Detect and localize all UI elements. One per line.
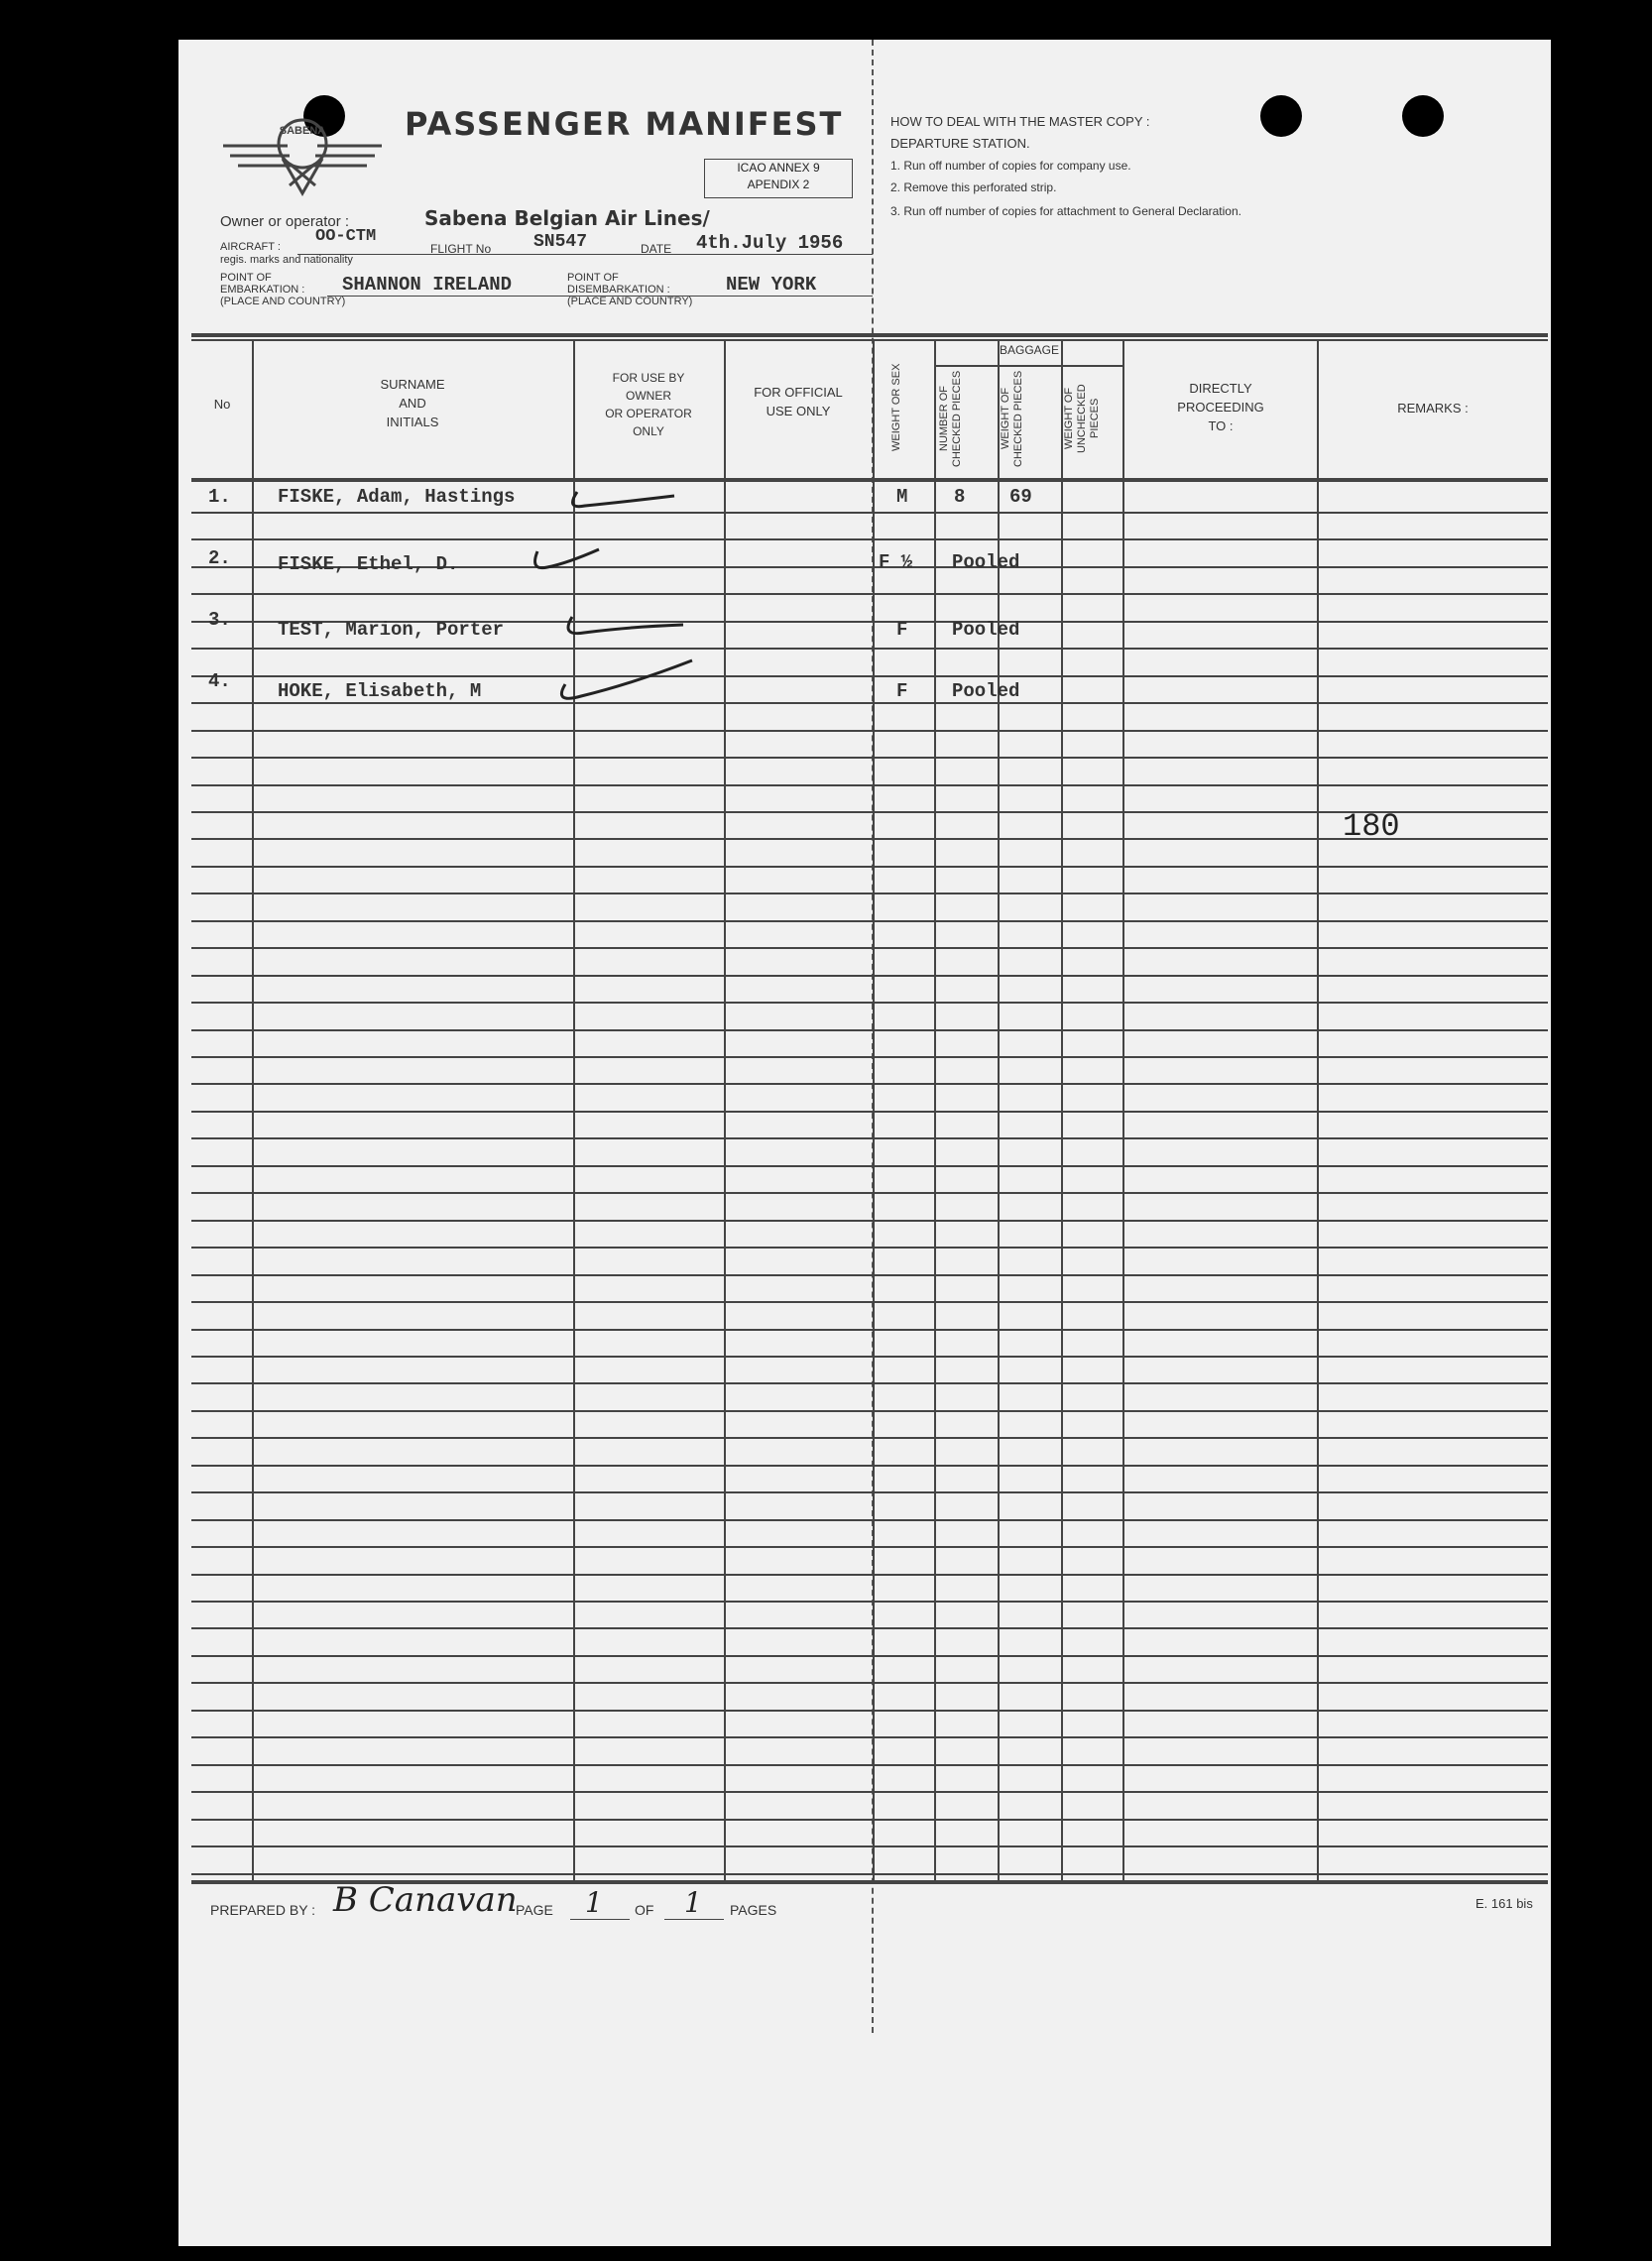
passenger-no: 1. <box>208 486 231 508</box>
flight-label: FLIGHT No <box>430 242 492 256</box>
page-underline <box>570 1919 630 1920</box>
grid-line <box>191 1274 1548 1276</box>
instruction-step-1: 1. Run off number of copies for company use. <box>890 159 1131 173</box>
pages-label: PAGES <box>730 1902 777 1918</box>
grid-line <box>191 1491 1548 1493</box>
col-baggage-header: BAGGAGE <box>999 343 1060 357</box>
of-label: OF <box>635 1902 654 1918</box>
grid-line <box>191 1710 1548 1712</box>
grid-line <box>191 1519 1548 1521</box>
col-surname-header: SURNAME AND INITIALS <box>380 377 445 429</box>
logo-text: SABENA <box>279 125 326 137</box>
passenger-sex: M <box>896 486 908 508</box>
col-weight-checked-header: WEIGHT OF CHECKED PIECES <box>1000 370 1024 467</box>
grid-line <box>191 1873 1548 1875</box>
embark-value: SHANNON IRELAND <box>342 274 513 296</box>
col-official-use-header: FOR OFFICIAL USE ONLY <box>754 385 843 418</box>
grid-line <box>191 1627 1548 1629</box>
col-no-header: No <box>213 397 231 412</box>
passenger-no: 3. <box>208 609 231 631</box>
passenger-bag-weight: Pooled <box>952 619 1020 641</box>
aircraft-underline <box>297 254 873 255</box>
remarks-note: 180 <box>1343 808 1400 845</box>
passenger-bag-weight: Pooled <box>952 680 1020 702</box>
grid-line <box>191 675 1548 677</box>
col-proceeding-header: DIRECTLY PROCEEDING TO : <box>1177 381 1264 433</box>
grid-line <box>191 947 1548 949</box>
grid-line <box>191 1764 1548 1766</box>
grid-line <box>191 333 1548 337</box>
passenger-name: TEST, Marion, Porter <box>278 619 505 641</box>
punch-hole <box>1402 95 1444 137</box>
grid-line <box>191 1002 1548 1004</box>
grid-line <box>191 1329 1548 1331</box>
passenger-no: 4. <box>208 670 231 692</box>
passenger-pieces: 8 <box>954 486 966 508</box>
grid-line <box>191 1791 1548 1793</box>
embark-label-3: (PLACE AND COUNTRY) <box>220 296 346 307</box>
grid-line <box>191 1137 1548 1139</box>
grid-line <box>191 1655 1548 1657</box>
col-owner-use-header: FOR USE BY OWNER OR OPERATOR ONLY <box>605 371 692 438</box>
grid-line <box>191 1601 1548 1603</box>
grid-line <box>191 920 1548 922</box>
annex-line-2: APENDIX 2 <box>747 178 810 191</box>
date-value: 4th.July 1956 <box>696 232 844 254</box>
column-divider <box>934 339 936 1880</box>
of-underline <box>664 1919 724 1920</box>
column-divider <box>1317 339 1319 1880</box>
grid-line <box>191 593 1548 595</box>
disembark-label-1: POINT OF <box>567 272 619 284</box>
grid-line <box>191 1220 1548 1222</box>
check-mark-icon <box>528 543 607 583</box>
disembark-label-3: (PLACE AND COUNTRY) <box>567 296 693 307</box>
owner-value: Sabena Belgian Air Lines/ <box>424 206 710 230</box>
grid-line <box>191 757 1548 759</box>
passenger-name: FISKE, Adam, Hastings <box>278 486 516 508</box>
flight-value: SN547 <box>533 232 588 252</box>
disembark-label-2: DISEMBARKATION : <box>567 284 670 296</box>
passenger-sex: F ½ <box>879 551 913 573</box>
grid-line <box>191 1845 1548 1847</box>
grid-line <box>191 1111 1548 1113</box>
passenger-sex: F <box>896 680 908 702</box>
date-label: DATE <box>641 242 672 256</box>
passenger-name: HOKE, Elisabeth, M <box>278 680 482 702</box>
prepared-by-label: PREPARED BY : <box>210 1902 316 1918</box>
passenger-sex: F <box>896 619 908 641</box>
owner-label: Owner or operator : <box>220 213 350 230</box>
grid-line <box>191 1437 1548 1439</box>
grid-line <box>191 1301 1548 1303</box>
of-value: 1 <box>684 1886 702 1919</box>
grid-line <box>191 1736 1548 1738</box>
grid-line <box>191 1247 1548 1249</box>
grid-line <box>191 1410 1548 1412</box>
grid-line <box>191 1056 1548 1058</box>
grid-line <box>191 975 1548 977</box>
sabena-logo-icon <box>218 104 387 198</box>
column-divider <box>724 339 726 1880</box>
grid-line <box>191 512 1548 514</box>
aircraft-sub-label: regis. marks and nationality <box>220 254 353 266</box>
prepared-by-signature: B Canavan <box>333 1880 518 1920</box>
check-mark-icon <box>565 480 684 530</box>
annex-box <box>704 159 853 198</box>
check-mark-icon <box>560 609 689 649</box>
annex-line-1: ICAO ANNEX 9 <box>737 161 820 175</box>
form-number: E. 161 bis <box>1475 1896 1533 1911</box>
col-remarks-header: REMARKS : <box>1397 401 1469 416</box>
page-label: PAGE <box>516 1902 553 1918</box>
instructions-subtitle: DEPARTURE STATION. <box>890 136 1030 151</box>
passenger-bag-weight: Pooled <box>952 551 1020 573</box>
disembark-value: NEW YORK <box>726 274 817 296</box>
instruction-step-3: 3. Run off number of copies for attachment to General Declaration. <box>890 204 1241 218</box>
grid-line <box>191 648 1548 650</box>
grid-line <box>191 784 1548 786</box>
grid-line <box>191 1682 1548 1684</box>
grid-line <box>191 892 1548 894</box>
grid-line <box>191 1356 1548 1358</box>
passenger-name: FISKE, Ethel, D. <box>278 553 459 575</box>
grid-line <box>191 1382 1548 1384</box>
column-divider <box>252 339 254 1880</box>
grid-line <box>191 866 1548 868</box>
col-weight-sex-header: WEIGHT OR SEX <box>890 363 902 452</box>
grid-line <box>191 1465 1548 1467</box>
instruction-step-2: 2. Remove this perforated strip. <box>890 180 1057 194</box>
grid-line <box>191 1165 1548 1167</box>
passenger-bag-weight: 69 <box>1009 486 1032 508</box>
grid-line <box>191 702 1548 704</box>
grid-line <box>191 1574 1548 1576</box>
baggage-header-line <box>934 365 1122 367</box>
grid-line <box>191 1192 1548 1194</box>
embark-label-2: EMBARKATION : <box>220 284 305 296</box>
check-mark-icon <box>551 653 700 712</box>
col-num-checked-header: NUMBER OF CHECKED PIECES <box>938 370 963 467</box>
punch-hole <box>1260 95 1302 137</box>
grid-line <box>191 478 1548 482</box>
column-divider <box>1122 339 1124 1880</box>
column-divider <box>1061 339 1063 1880</box>
passenger-no: 2. <box>208 547 231 569</box>
page-value: 1 <box>585 1886 603 1919</box>
grid-line <box>191 339 1548 341</box>
page-title: PASSENGER MANIFEST <box>405 105 844 143</box>
grid-line <box>191 1819 1548 1821</box>
grid-line <box>191 1083 1548 1085</box>
col-weight-unchecked-header: WEIGHT OF UNCHECKED PIECES <box>1063 384 1101 453</box>
grid-line <box>191 1546 1548 1548</box>
grid-line <box>191 538 1548 540</box>
grid-line <box>191 1029 1548 1031</box>
grid-line <box>191 730 1548 732</box>
instructions-title: HOW TO DEAL WITH THE MASTER COPY : <box>890 114 1150 129</box>
aircraft-label: AIRCRAFT : <box>220 241 281 253</box>
embark-label-1: POINT OF <box>220 272 272 284</box>
column-divider <box>873 339 875 1880</box>
embark-underline <box>327 296 873 297</box>
aircraft-value: OO-CTM <box>315 227 377 246</box>
